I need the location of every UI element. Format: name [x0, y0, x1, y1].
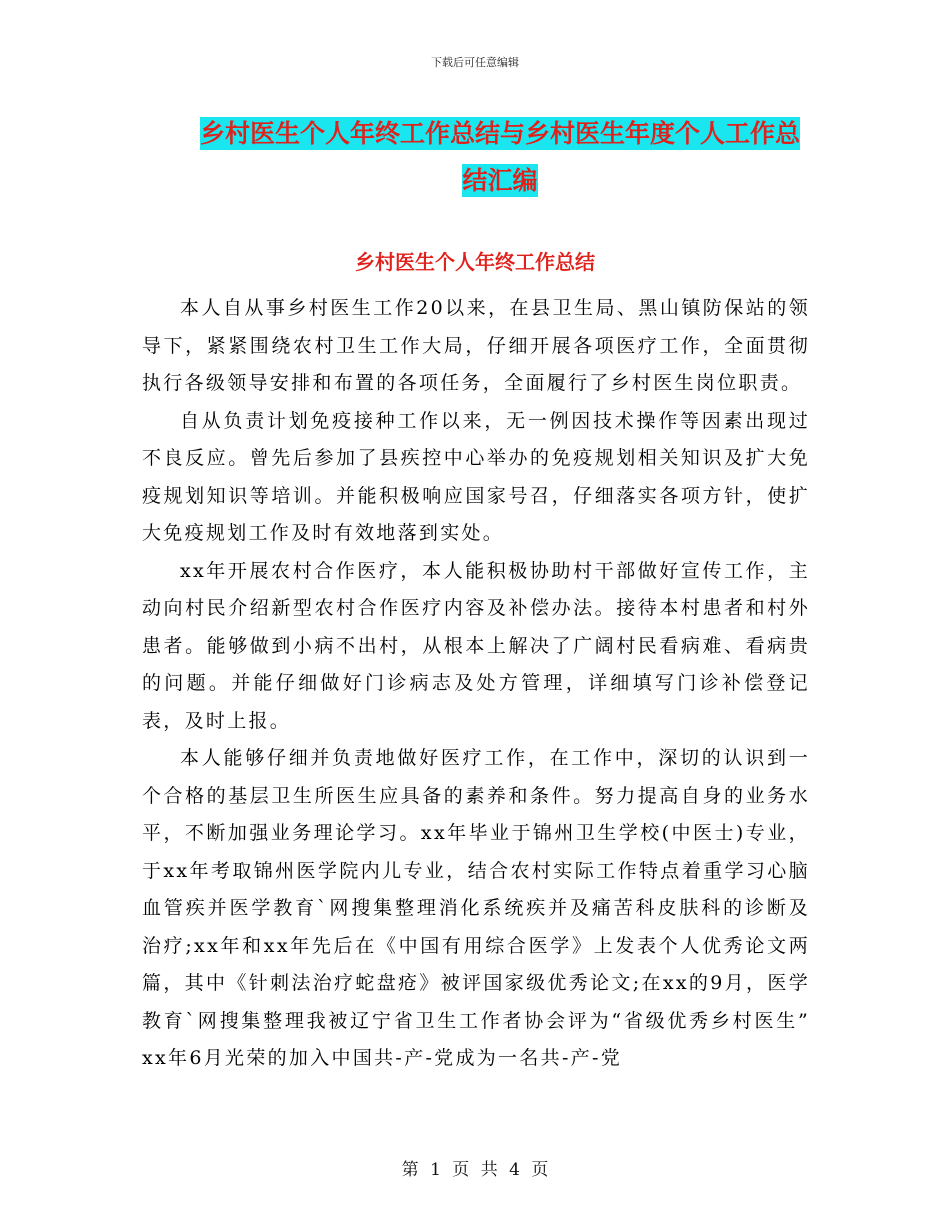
header-note: 下载后可任意编辑 [431, 56, 519, 69]
paragraph-2: 自从负责计划免疫接种工作以来，无一例因技术操作等因素出现过不良反应。曾先后参加了县疾控中心举办的免疫规划相关知识及扩大免疫规划知识等培训。并能积极响应国家号召，仔细落实各项方针，使扩大免疫规划工作及时有效地落到实处。 [142, 409, 810, 544]
paragraph-1: 本人自从事乡村医生工作20以来，在县卫生局、黑山镇防保站的领导下，紧紧围绕农村卫生工作大局，仔细开展各项医疗工作，全面贯彻执行各级领导安排和布置的各项任务，全面履行了乡村医生岗位职责。 [142, 297, 810, 394]
paragraph-3: xx年开展农村合作医疗，本人能积极协助村干部做好宣传工作，主动向村民介绍新型农村合作医疗内容及补偿办法。接待本村患者和村外患者。能够做到小病不出村，从根本上解决了广阔村民看病难、看病贵的问题。并能仔细做好门诊病志及处方管理，详细填写门诊补偿登记表，及时上报。 [142, 559, 810, 732]
page-footer: 第 1 页 共 4 页 [401, 1160, 549, 1180]
document-title-text: 乡村医生个人年终工作总结与乡村医生年度个人工作总结汇编 [199, 119, 800, 195]
paragraph-4: 本人能够仔细并负责地做好医疗工作，在工作中，深切的认识到一个合格的基层卫生所医生应具备的素养和条件。努力提高自身的业务水平，不断加强业务理论学习。xx年毕业于锦州卫生学校(中医士)专业，于xx年考取锦州医学院内儿专业，结合农村实际工作特点着重学习心脑血管疾并医学教育`网搜集整理消化系统疾并及痛苦科皮肤科的诊断及治疗;xx年和xx年先后在《中国有用综合医学》上发表个人优秀论文两篇，其中《针刺法治疗蛇盘疮》被评国家级优秀论文;在xx的9月，医学教育`网搜集整理我被辽宁省卫生工作者协会评为“省级优秀乡村医生” xx年6月光荣的加入中国共-产-党成为一名共-产-党 [142, 747, 810, 1069]
document-title [190, 110, 810, 204]
document-body [142, 290, 810, 1078]
section-title: 乡村医生个人年终工作总结 [355, 250, 595, 274]
